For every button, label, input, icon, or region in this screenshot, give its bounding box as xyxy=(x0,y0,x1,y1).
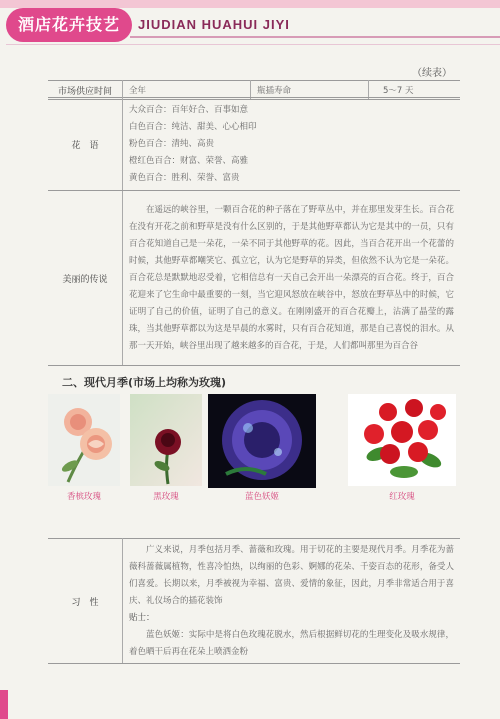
book-title-english: JIUDIAN HUAHUI JIYI xyxy=(138,17,290,32)
table-row xyxy=(48,539,460,664)
table-row xyxy=(48,191,460,366)
list-item: 粉色百合：清纯、高贵 xyxy=(129,138,215,149)
list-item: 橙红色百合：财富、荣誉、高雅 xyxy=(129,155,249,166)
habits-label: 习 性 xyxy=(48,539,123,664)
header-rule xyxy=(130,36,500,38)
champagne-rose-photo xyxy=(48,394,120,486)
habits-text: 广义来说，月季包括月季、蔷薇和玫瑰。用于切花的主要是现代月季。月季花为蔷薇科蔷薇属植物，性喜冷怕热，以绚丽的色彩、婀娜的花朵、千姿百态的花形，备受人们喜爱。长期以来，月季被视为幸福、富贵、爱情的象征，因此，月季非常适合用于喜庆、礼仪场合的插花装饰 xyxy=(129,544,454,606)
photo-caption: 红玫瑰 xyxy=(389,492,415,502)
section-heading: 二、现代月季(市场上均称为玫瑰) xyxy=(62,376,227,389)
list-item: 黄色百合：胜利、荣誉、富贵 xyxy=(129,172,240,183)
rose-photo-strip xyxy=(48,394,468,502)
blue-rose-photo xyxy=(208,394,316,488)
tip-text: 蓝色妖姬：实际中是将白色玫瑰花脱水，然后根据鲜切花的生理变化及吸水规律，着色晒干后再在花朵上喷洒金粉 xyxy=(129,629,454,657)
habits-values xyxy=(123,539,461,664)
supply-label: 市场供应时间 xyxy=(48,81,123,100)
photo-caption: 黑玫瑰 xyxy=(153,492,179,502)
list-item: 大众百合：百年好合、百事如意 xyxy=(129,104,249,115)
flower-language-values xyxy=(123,98,461,191)
rose-info-table xyxy=(48,538,460,664)
photo-caption: 香槟玫瑰 xyxy=(66,492,101,502)
flower-language-label: 花 语 xyxy=(48,98,123,191)
legend-label: 美丽的传说 xyxy=(48,191,123,366)
lily-info-table xyxy=(48,97,460,366)
legend-text: 在遥远的峡谷里，一颗百合花的种子落在了野草丛中，并在那里发芽生长。百合花在没有开花之前和野草是没有什么区别的，于是其他野草都认为它是其中的一员，只有百合花知道自己是一朵花，一朵不同于其他野草的花。因此，当百合花开出一个花蕾的时候，其他野草都嘲笑它、孤立它，认为它是野草的异类，但依然不认为它是一朵花。百合花总是默默地忍受着，它相信总有一天自己会开出一朵漂亮的百合花。终于，百合花迎来了它生命中最重要的一刻，当它迎风怒放在峡谷中，怒放在野草丛中的时候，它证明了自己的价值，证明了自己的意义。在刚刚盛开的百合花瓣上，沾满了晶莹的露珠，当其他野草都以为这是早晨的水雾时，只有百合花知道，那是自己喜悦的泪水。从那一天开始，峡谷里出现了越来越多的百合花，于是，人们都叫那里为百合谷 xyxy=(123,191,461,366)
tip-label: 贴士： xyxy=(129,612,155,623)
black-rose-photo xyxy=(130,394,202,486)
vase-life-label: 瓶插寿命 xyxy=(251,81,369,100)
vase-life-value: 5～7 天 xyxy=(369,81,461,100)
continued-note: （续表） xyxy=(412,68,452,79)
supply-value: 全年 xyxy=(123,81,251,100)
page-header xyxy=(0,0,500,52)
header-rule-thin xyxy=(6,44,500,45)
red-rose-photo xyxy=(348,394,456,486)
page-corner-mark xyxy=(0,690,8,719)
table-row xyxy=(48,98,460,191)
header-band xyxy=(0,0,500,8)
list-item: 白色百合：纯洁、甜美、心心相印 xyxy=(129,121,257,132)
book-title: 酒店花卉技艺 xyxy=(6,8,132,42)
photo-caption: 蓝色妖姬 xyxy=(244,492,279,502)
